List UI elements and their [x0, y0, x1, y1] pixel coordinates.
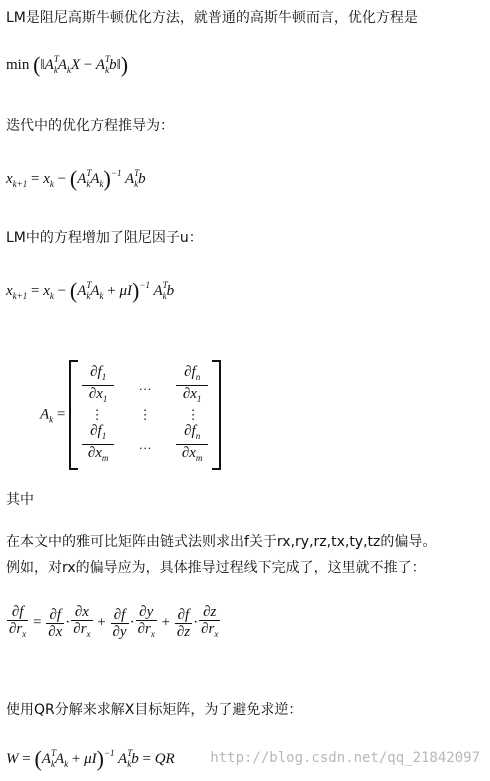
lm-update-equation: $x_{k+1} = x_k - (A^T_kA_k + \mu I)^{-1}$ $A^T_kb$ [6, 278, 175, 303]
damping-heading: LM中的方程增加了阻尼因子u： [6, 230, 203, 246]
jacobian-paragraph-line1: 在本文中的雅可比矩阵由链式法则求出f关于rx,ry,rz,tx,ty,tz的偏导。 [6, 534, 437, 550]
where-label: 其中 [6, 492, 34, 508]
jacobian-matrix-equation: $A_k$ = $\frac{\partial f_1}{\partial x_1}$ … $\frac{\partial f_n}{\partial x_1}$ ⋮ ⋮ ⋮ $\frac{\partial f_1}{\partial x_m}$ … $\frac{\partial f_n}{\partial x_m}$ [40, 360, 221, 470]
chain-rule-equation: $\frac{\partial f}{\partial r_x}$ = $\frac{\partial f}{\partial x}$ · $\frac{\partial x}{\partial r_x}$ + $\frac{\partial f}{\partial y}$ · $\frac{\partial y}{\partial r_x}$ + $\frac{\partial f}{\partial z}$ · $\frac{\partial z}{\partial r_x}$ [9, 604, 219, 640]
gauss-newton-objective: $\min (‖A^T_kA_kX$ − $A^T_kb‖$) [6, 52, 129, 77]
blog-watermark: http://blog.csdn.net/qq_21842097 [210, 750, 480, 766]
intro-text: LM是阻尼高斯牛顿优化方法，就普通的高斯牛顿而言，优化方程是 [6, 10, 418, 26]
qr-heading: 使用QR分解来求解X目标矩阵，为了避免求逆： [6, 702, 303, 718]
iteration-heading: 迭代中的优化方程推导为： [6, 118, 174, 134]
jacobian-paragraph-line2: 例如，对rx的偏导应为，具体推导过程线下完成了，这里就不推了： [6, 560, 426, 576]
gauss-newton-update-equation: $x_{k+1} = x_k - (A^T_kA_k)^{-1}$ $A^T_kb$ [6, 166, 146, 191]
jacobian-matrix: $\frac{\partial f_1}{\partial x_1}$ … $\frac{\partial f_n}{\partial x_1}$ ⋮ ⋮ ⋮ $\frac{\partial f_1}{\partial x_m}$ … $\frac{\partial f_n}{\partial x_m}$ [69, 360, 221, 470]
qr-equation: $W = (A^T_kA_k + \mu I)^{-1}$ $A^T_kb$ = QR [6, 746, 175, 771]
